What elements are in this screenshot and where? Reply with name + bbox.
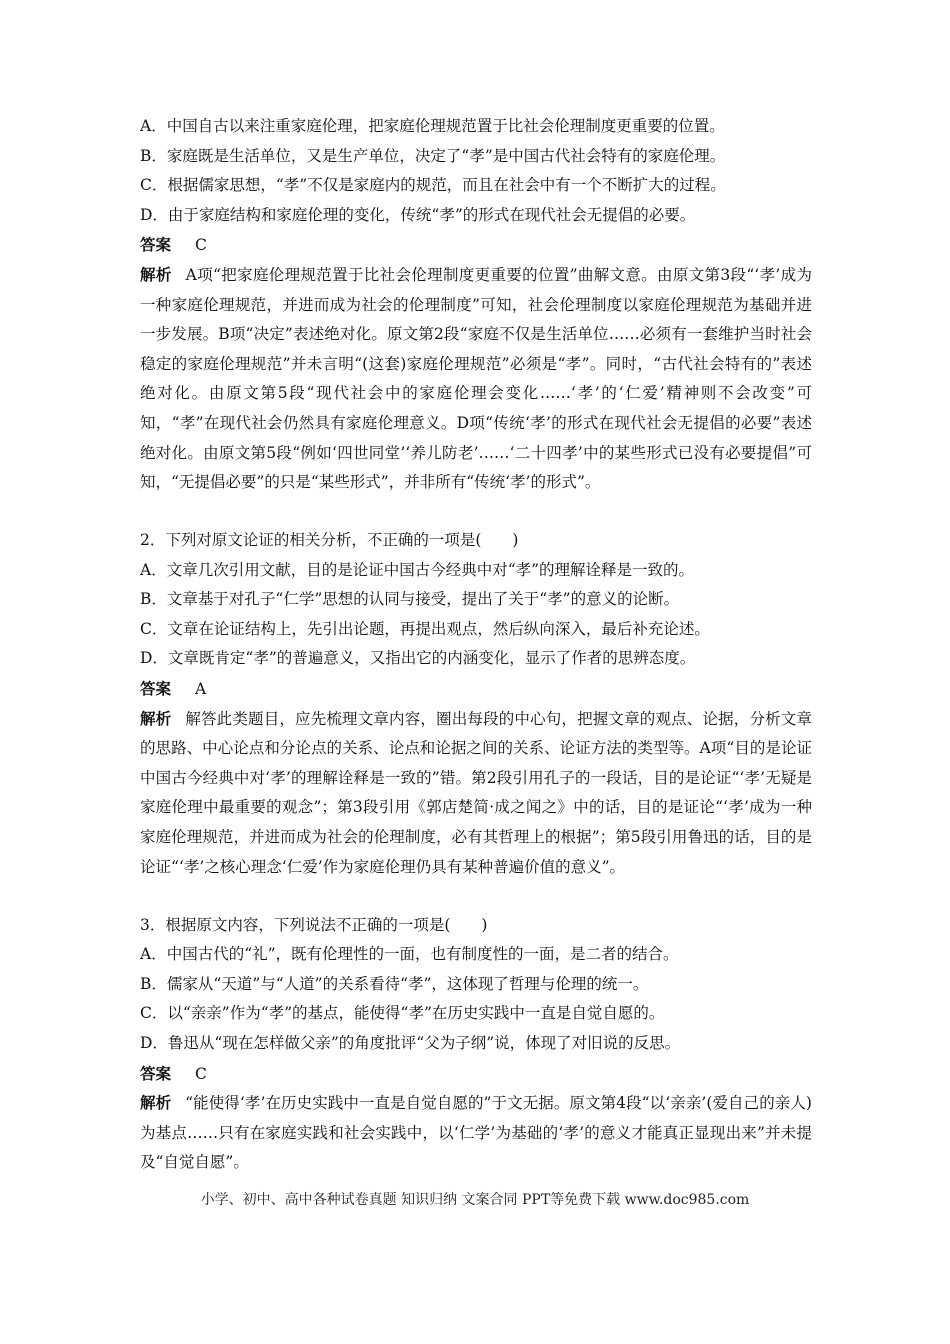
page-footer: 小学、初中、高中各种试卷真题 知识归纳 文案合同 PPT等免费下载 www.doc985.com xyxy=(200,1192,750,1208)
analysis-label: 解析 xyxy=(140,1093,172,1113)
q3-option-c: C．以“亲亲”作为“孝”的基点，能使得“孝”在历史实践中一直是自觉自愿的。 xyxy=(140,1004,665,1023)
q3-option-a: A．中国古代的“礼”，既有伦理性的一面，也有制度性的一面，是二者的结合。 xyxy=(140,945,679,964)
answer-value: A xyxy=(195,679,207,698)
q1-answer xyxy=(140,230,812,260)
analysis-text: “能使得‘孝’在历史实践中一直是自觉自愿的”于文无据。原文第4段“以‘亲亲’(爱自己的亲人)为基点……只有在家庭实践和社会实践中，以‘仁学’为基础的‘孝’的意义才能真正显现出来”并未提及“自觉自愿”。 xyxy=(140,1094,812,1172)
analysis-label: 解析 xyxy=(140,708,172,728)
q2-answer xyxy=(140,674,812,704)
answer-value: C xyxy=(195,236,207,255)
q3-option-b: B．儒家从“天道”与“人道”的关系看待“孝”，这体现了哲理与伦理的统一。 xyxy=(140,974,649,993)
q3-analysis xyxy=(140,1088,812,1178)
q3-answer xyxy=(140,1059,812,1089)
q1-analysis xyxy=(140,260,812,526)
answer-value: C xyxy=(195,1064,207,1083)
analysis-text: A项“把家庭伦理规范置于比社会伦理制度更重要的位置”曲解文意。由原文第3段“‘孝’成为一种家庭伦理规范，并进而成为社会的伦理制度”可知，社会伦理制度以家庭伦理规范为基础并进一步发展。B项“决定”表述绝对化。原文第2段“家庭不仅是生活单位……必须有一套维护当时社会稳定的家庭伦理规范”并未言明“(这套)家庭伦理规范”必须是“孝”。同时，“古代社会特有的”表述绝对化。由原文第5段“现代社会中的家庭伦理会变化……‘孝’的‘仁爱’精神则不会改变”可知，“孝”在现代社会仍然具有家庭伦理意义。D项“传统‘孝’的形式在现代社会无提倡的必要”表述绝对化。由原文第5段“例如‘四世同堂’‘养儿防老’……‘二十四孝’中的某些形式已没有必要提倡”可知，“无提倡必要”的只是“某些形式”，并非所有“传统‘孝’的形式”。 xyxy=(140,265,812,492)
document-body xyxy=(140,112,812,1178)
q2-option-c: C．文章在论证结构上，先引出论题，再提出观点，然后纵向深入，最后补充论述。 xyxy=(140,619,710,638)
analysis-label: 解析 xyxy=(140,264,172,284)
q3-question: 3．根据原文内容，下列说法不正确的一项是( ) xyxy=(140,915,488,934)
q2-option-d: D．文章既肯定“孝”的普遍意义，又指出它的内涵变化，显示了作者的思辨态度。 xyxy=(140,649,696,668)
q2-question: 2．下列对原文论证的相关分析，不正确的一项是( ) xyxy=(140,530,519,549)
answer-label: 答案 xyxy=(140,1063,172,1083)
answer-label: 答案 xyxy=(140,235,172,255)
q1-option-b: B．家庭既是生活单位，又是生产单位，决定了“孝”是中国古代社会特有的家庭伦理。 xyxy=(140,146,726,165)
analysis-text: 解答此类题目，应先梳理文章内容，圈出每段的中心句，把握文章的观点、论据，分析文章的思路、中心论点和分论点的关系、论点和论据之间的关系、论证方法的类型等。A项“目的是论证中国古今经典中对‘孝’的理解诠释是一致的”错。第2段引用孔子的一段话，目的是论证“‘孝’无疑是家庭伦理中最重要的观念”；第3段引用《郭店楚简·成之闻之》中的话，目的是证论“‘孝’成为一种家庭伦理规范，并进而成为社会的伦理制度，必有其哲理上的根据”；第5段引用鲁迅的话，目的是论证“‘孝’之核心理念‘仁爱’作为家庭伦理仍具有某种普遍价值的意义”。 xyxy=(140,709,812,876)
q2-option-a: A．文章几次引用文献，目的是论证中国古今经典中对“孝”的理解诠释是一致的。 xyxy=(140,560,695,579)
q1-option-d: D．由于家庭结构和家庭伦理的变化，传统“孝”的形式在现代社会无提倡的必要。 xyxy=(140,205,696,224)
answer-label: 答案 xyxy=(140,678,172,698)
q1-option-c: C．根据儒家思想，“孝”不仅是家庭内的规范，而且在社会中有一个不断扩大的过程。 xyxy=(140,176,726,195)
q2-option-b: B．文章基于对孔子“仁学”思想的认同与接受，提出了关于“孝”的意义的论断。 xyxy=(140,590,680,609)
q3-option-d: D．鲁迅从“现在怎样做父亲”的角度批评“父为子纲”说，体现了对旧说的反思。 xyxy=(140,1033,681,1052)
q1-option-a: A．中国自古以来注重家庭伦理，把家庭伦理规范置于比社会伦理制度更重要的位置。 xyxy=(140,117,725,135)
q2-analysis xyxy=(140,704,812,911)
